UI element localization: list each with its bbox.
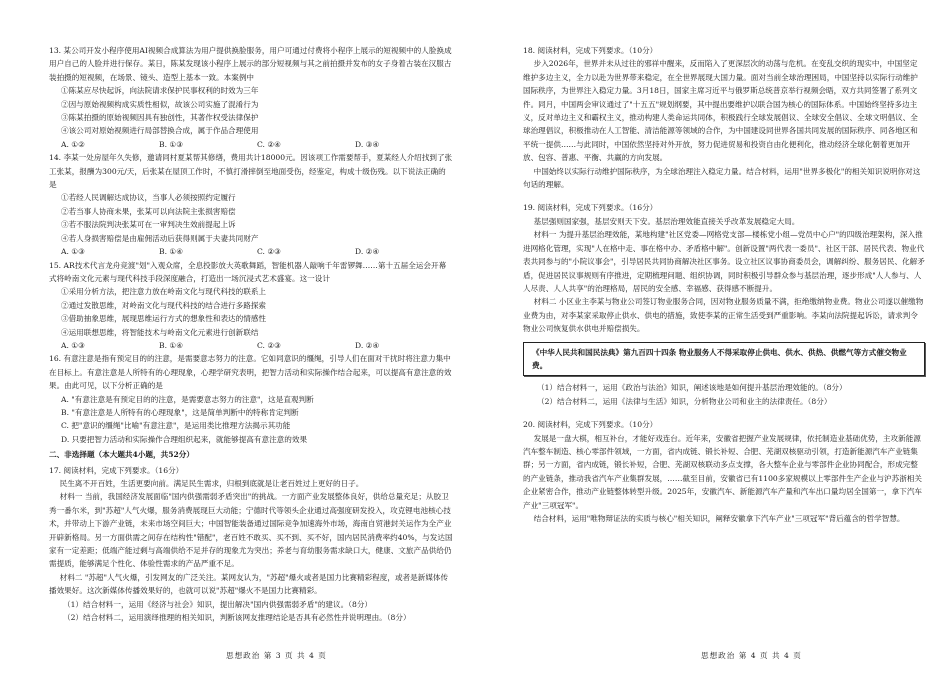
question-17 — [49, 464, 453, 625]
question-13-item: ①陈某应尽快起诉，向法院请求保护民事权利的时效为三年 — [61, 86, 259, 96]
question-16-stem: 16. 有意注意是指有预定目的的注意，是需要意志努力的注意。它如同意识的缰绳，引导人们在面对干扰时将注意力集中在目标上。有意注意是人所特有的心理现象，心理学研究表明，把智力活动和实际操作结合起来，可以提高有意注意的效果。由此可见，以下分析正确的是 — [49, 354, 452, 391]
question-15-choices — [49, 339, 453, 352]
choice-a: A. ①③ — [61, 247, 85, 257]
question-18-task: 中国始终以实际行动维护国际秩序，为全球治理注入稳定力量。结合材料，运用"世界多极化"的相关知识说明你对这句话的理解。 — [523, 166, 921, 190]
question-20 — [523, 418, 925, 525]
choice-d: D. ③④ — [355, 139, 380, 149]
question-16-choice: B. "有意注意是人所特有的心理现象"，这是简单判断中的特称肯定判断 — [61, 407, 299, 417]
question-16 — [49, 352, 453, 446]
question-14-choices — [49, 245, 453, 258]
question-17-head: 17. 阅读材料，完成下列要求。（16分） — [49, 465, 184, 475]
question-15-item: ①采用分析方法，把注意力放在岭南文化与现代科技的联系上 — [61, 287, 267, 297]
question-14 — [49, 151, 453, 258]
choice-b: B. ①③ — [159, 139, 184, 149]
question-17-material-1: 材料一 当前，我国经济发展面临"国内供强需弱矛盾突出"的挑战。一方面产业发展整体良好，供给总量充足；从胶卫秀一番尔米，到"苏超"人气火爆，服务消费展现巨大动能；宁德时代等领头企业通过高强度研发投入，攻克锂电池核心技术，并带动上下游产业链，未来市场空间巨大；中国智能装备通过国际竞争加速海外市场，海南自贸港封关运作为全产业开辟新格局。另一方面供需之间存在结构性"错配"，老百姓不敢买、买不到、买不好，国内居民消费率约40%，与发达国家有一定差距；低端产能过剩与高端供给不足并存的现象尤为突出；养老与育幼服务需求缺口大，健康、文旅产品供给仍需提质，能够满足个性化、体验性需求的产品严重不足。 — [49, 492, 453, 569]
question-20-body: 发展是一盘大棋，相互补台，才能好戏连台。近年来，安徽省把握产业发展规律，依托制造业基础优势，主攻新能源汽车整车制造、核心零部件领域，一方面，省内成链、锻长补短、合肥、芜湖双核驱动引领，打造新能源汽车产业链集群；另一方面，省内成链，锻长补短，合肥、芜湖双核联动多点支撑，各大整车企业与零部件企业协同配合，形成完整的产业链条，推动我省汽车产业集群发展，……截至目前，安徽省已有1100多家规模以上零部件生产企业与沪苏浙相关企业紧密合作，推动产业链整体转型升级。2025年，安徽汽车、新能源汽车产量和汽车出口量均居全国第一，拿下汽车产业"三项冠军"。 — [523, 433, 923, 510]
question-17-task: （2）结合材料二，运用演绎推理的相关知识，判断该网友推理结论是否具有必然性并说明理由。（8分） — [63, 613, 411, 623]
question-17-task: （1）结合材料一，运用《经济与社会》知识，提出解决"国内供强需弱矛盾"的建议。（8分） — [63, 599, 372, 609]
question-14-item: ②若当事人协商未果，张某可以向法院主张损害赔偿 — [61, 206, 236, 216]
choice-d: D. ②④ — [355, 340, 380, 350]
question-13-choices — [49, 138, 453, 151]
choice-d: D. ②④ — [355, 247, 380, 257]
choice-c: C. ②④ — [257, 139, 281, 149]
question-15 — [49, 259, 453, 353]
choice-c: C. ②③ — [257, 340, 281, 350]
question-15-item: ②通过发散思维，对岭南文化与现代科技的结合进行多路探索 — [61, 300, 267, 310]
question-13-item: ③陈某拍摄的原始视频因具有独创性，其著作权受法律保护 — [61, 113, 259, 123]
question-16-choice: A. "有意注意是有预定目的的注意，是需要意志努力的注意"，这是直观判断 — [61, 394, 314, 404]
question-15-item: ④运用联想思维，将智能技术与岭南文化元素进行创新联结 — [61, 327, 259, 337]
question-19-material-1: 材料一 为提升基层治理效能，某地构建"社区党委—网格党支部—楼栋党小组—党员中心户"的四级治理架构，深入推进网格化管理，实现"人在格中走、事在格中办、矛盾格中解"。创新设置"两代表一委员"、社区干部、居民代表、物业代表共同参与的"小院议事会"，引导居民共同协商解决社区事务。设立社区议事协商委员会，调解纠纷、服务居民、化解矛盾，促进居民议事规则有序推进，定期梳理问题、组织协调，同时积极引导群众参与基层治理，逐步形成"人人参与、人人尽责、人人共享"的治理格局，居民的安全感、幸福感、获得感不断提升。 — [523, 230, 925, 293]
question-19-task: （2）结合材料二，运用《法律与生活》知识，分析物业公司和业主的法律责任。（8分） — [537, 396, 832, 406]
choice-b: B. ①④ — [159, 340, 184, 350]
choice-a: A. ①③ — [61, 340, 85, 350]
law-excerpt-box: 《中华人民共和国民法典》第九百四十四条 物业服务人不得采取停止供电、供水、供热、供燃气等方式催交物业费。 — [523, 342, 925, 377]
question-13-stem: 13. 某公司开发小程序使用AI视频合成算法为用户提供换脸服务，用户可通过付费将小程序上展示的短视频中的人脸换成用户自己的人脸并进行保存。某日，陈某发现该小程序上展示的部分短视频与其之前拍摄并发布的女子身着古装在汉服古装拍摄的短视频，在场景、镜头、造型上基本一致。本案例中 — [49, 46, 452, 82]
question-20-task: 结合材料，运用"唯物辩证法的实质与核心"相关知识，阐释安徽拿下汽车产业"三项冠军"背后蕴含的哲学智慧。 — [533, 514, 905, 523]
page-footer-left: 思想政治 第 3 页 共 4 页 — [226, 651, 327, 660]
question-18 — [523, 44, 925, 191]
question-19-head: 19. 阅读材料，完成下列要求。（16分） — [523, 203, 658, 213]
question-14-item: ④若人身损害赔偿是由雇佣活动后获得则属于夫妻共同财产 — [61, 233, 259, 243]
question-16-choice: C. 把"意识的缰绳"比喻"有意注意"，是运用类比推理方法揭示其功能 — [61, 421, 291, 431]
choice-b: B. ①④ — [159, 247, 184, 257]
spacer — [523, 408, 925, 418]
question-19-task: （1）结合材料一，运用《政治与法治》知识，阐述该地是如何提升基层治理效能的。（8分） — [537, 383, 847, 393]
question-17-intro: 民生离不开百姓，生活更要向前。满足民生需求，归根到底就是让老百姓过上更好的日子。 — [59, 479, 364, 488]
question-16-choice: D. 只要把智力活动和实际操作合理组织起来，就能够提高有意注意的效果 — [61, 434, 308, 444]
page-footer-right: 思想政治 第 4 页 共 4 页 — [701, 651, 802, 660]
question-14-stem: 14. 李某一处房屋年久失修，邀请同村夏某帮其修缮，费用共计18000元。因该项工作需要帮手，夏某经人介绍找到了张工张某，报酬为300元/天，后张某在屋顶工作时，不慎打滑摔倒至地面受伤，经鉴定，构成十级伤残。以下说法正确的是 — [49, 153, 453, 190]
question-19-intro: 基层强则国家强，基层安则天下安。基层治理效能直接关乎改革发展稳定大局。 — [533, 216, 800, 226]
question-15-item: ③借助抽象思维，展现思维运行方式的想象性和表达的情感性 — [61, 314, 267, 324]
section-heading: 二、非选择题（本大题共4小题，共52分） — [49, 450, 194, 460]
question-17-material-2: 材料二 "苏超"人气火爆，引发网友的广泛关注。某网友认为，"苏超"爆火或者是国力比赛精彩程度，或者是新媒体传播效果好。这次新媒体传播效果好的，也就可以说"苏超"爆火不是国力比赛精彩。 — [49, 572, 449, 596]
spacer — [523, 191, 925, 201]
question-13-item: ②因与原始视频构成实质性相似，故该公司实施了混淆行为 — [61, 99, 259, 109]
right-column — [523, 44, 925, 525]
left-column — [49, 44, 453, 624]
choice-a: A. ①② — [61, 139, 85, 149]
question-14-item: ③若不服法院判决张某可在一审判决生效前提起上诉 — [61, 220, 236, 230]
question-15-stem: 15. AR技术代言龙舟竞渡"划"入观众席，全息投影放大英歌舞蹈，智能机器人敲响千年雷锣舞……第十五届全运会开幕式将岭南文化元素与现代科技手段深度融合，打造出一场沉浸式艺术盛宴。这一设计 — [49, 260, 447, 283]
choice-c: C. ②③ — [257, 247, 281, 257]
question-13 — [49, 44, 453, 151]
question-20-head: 20. 阅读材料，完成下列要求。（10分） — [523, 420, 658, 430]
question-13-item: ④该公司对原始视频进行局部替换合成，属于作品合理使用 — [61, 126, 259, 136]
question-18-body: 步入2026年，世界并未从过往的邪祥中醒来，反而陷入了更深层次的动荡与危机。在变乱交织的现实中，中国坚定维护多边主义，全力以赴为世界带来稳定，在全世界展现大国力量。面对当前全球治理困局，中国坚持以实际行动维护国际秩序，为世界注入稳定力量。3月18日，国家主席习近平与俄罗斯总统普京举行视频会晤，双方共同签署了系列文件。同月，中国两会审议通过了"十五五"规划纲要，其中提出要维护以联合国为核心的国际体系。中国始终坚持多边主义，反对单边主义和霸权主义，推动构建人类命运共同体，积极践行全球发展倡议、全球安全倡议、全球文明倡议、全球治理倡议，积极推动在人工智能、清洁能源等领域的合作，为中国建设同世界各国共同发展的国际秩序、同各地区和平统一提供……与此同时，中国依然坚持对外开放，努力促进贸易和投资自由化便利化，推动经济全球化朝着更加开放、包容、普惠、平衡、共赢的方向发展。 — [523, 59, 918, 163]
question-14-item: ①若经人民调解达成协议，当事人必须按照约定履行 — [61, 193, 236, 203]
question-19-material-2: 材料二 小区业主李某与物业公司签订物业服务合同，因对物业服务质量不满，拒绝缴纳物业费。物业公司遂以催缴物业费为由，对李某家采取停止供水、供电的措施，致使李某的正常生活受到严重影响。李某向法院提起诉讼，请求判令物业公司恢复供水供电并赔偿损失。 — [523, 297, 924, 334]
question-18-head: 18. 阅读材料，完成下列要求。（10分） — [523, 46, 658, 55]
question-19 — [523, 201, 925, 408]
